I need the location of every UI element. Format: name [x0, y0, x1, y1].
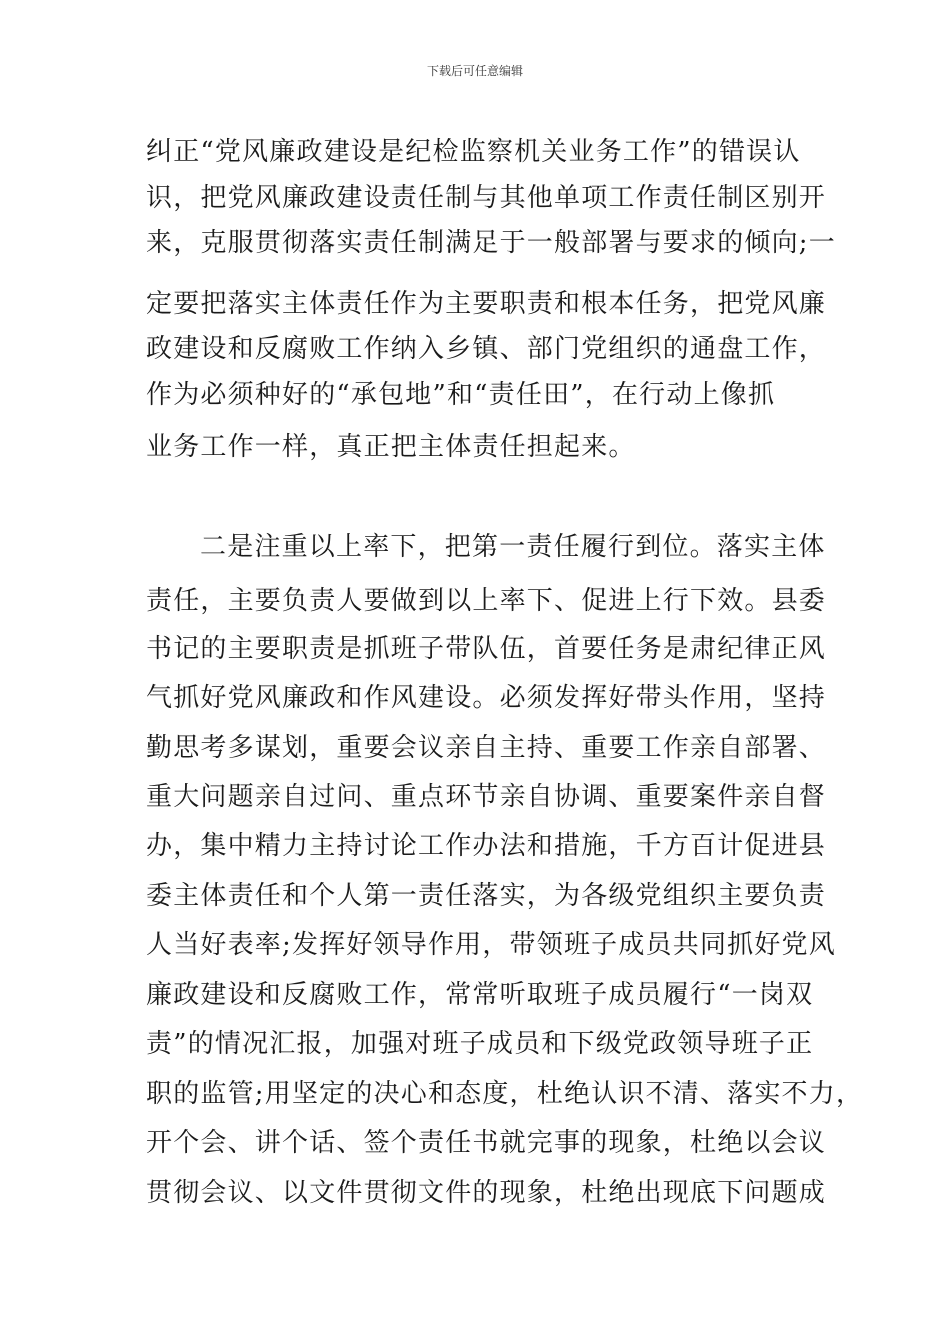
paragraph-2-line-10: 廉政建设和反腐败工作，常常听取班子成员履行“一岗双 [146, 980, 814, 1010]
paragraph-2-line-3: 书记的主要职责是抓班子带队伍，首要任务是肃纪律正风 [146, 634, 827, 664]
paragraph-1-line-6: 作为必须种好的“承包地”和“责任田”，在行动上像抓 [146, 380, 776, 410]
paragraph-2-line-2: 责任，主要负责人要做到以上率下、促进上行下效。县委 [146, 586, 827, 616]
paragraph-1-line-7: 业务工作一样，真正把主体责任担起来。 [146, 432, 636, 462]
paragraph-2-line-4: 气抓好党风廉政和作风建设。必须发挥好带头作用，坚持 [146, 683, 827, 713]
paragraph-1-line-3: 来，克服贯彻落实责任制满足于一般部署与要求的倾向;一 [146, 228, 836, 258]
paragraph-1-line-2: 识，把党风廉政建设责任制与其他单项工作责任制区别开 [146, 183, 827, 213]
paragraph-2-line-11: 责”的情况汇报，加强对班子成员和下级党政领导班子正 [146, 1029, 814, 1059]
paragraph-2-line-9: 人当好表率;发挥好领导作用，带领班子成员共同抓好党风 [146, 930, 836, 960]
paragraph-2-line-8: 委主体责任和个人第一责任落实，为各级党组织主要负责 [146, 881, 827, 911]
paragraph-1-line-5: 政建设和反腐败工作纳入乡镇、部门党组织的通盘工作， [146, 334, 827, 364]
paragraph-1-line-1: 纠正“党风廉政建设是纪检监察机关业务工作”的错误认 [146, 137, 801, 167]
paragraph-2-line-5: 勤思考多谋划，重要会议亲自主持、重要工作亲自部署、 [146, 733, 827, 763]
paragraph-2-line-7: 办，集中精力主持讨论工作办法和措施，千方百计促进县 [146, 831, 827, 861]
paragraph-2-line-1: 二是注重以上率下，把第一责任履行到位。落实主体 [200, 532, 826, 562]
paragraph-2-line-13: 开个会、讲个话、签个责任书就完事的现象，杜绝以会议 [146, 1128, 827, 1158]
paragraph-1-line-4: 定要把落实主体责任作为主要职责和根本任务，把党风廉 [146, 289, 827, 319]
paragraph-2-line-12: 职的监管;用坚定的决心和态度，杜绝认识不清、落实不力， [146, 1079, 864, 1109]
paragraph-2-line-6: 重大问题亲自过问、重点环节亲自协调、重要案件亲自督 [146, 782, 827, 812]
paragraph-2-line-14: 贯彻会议、以文件贯彻文件的现象，杜绝出现底下问题成 [146, 1178, 827, 1208]
page-header: 下载后可任意编辑 [426, 64, 523, 78]
